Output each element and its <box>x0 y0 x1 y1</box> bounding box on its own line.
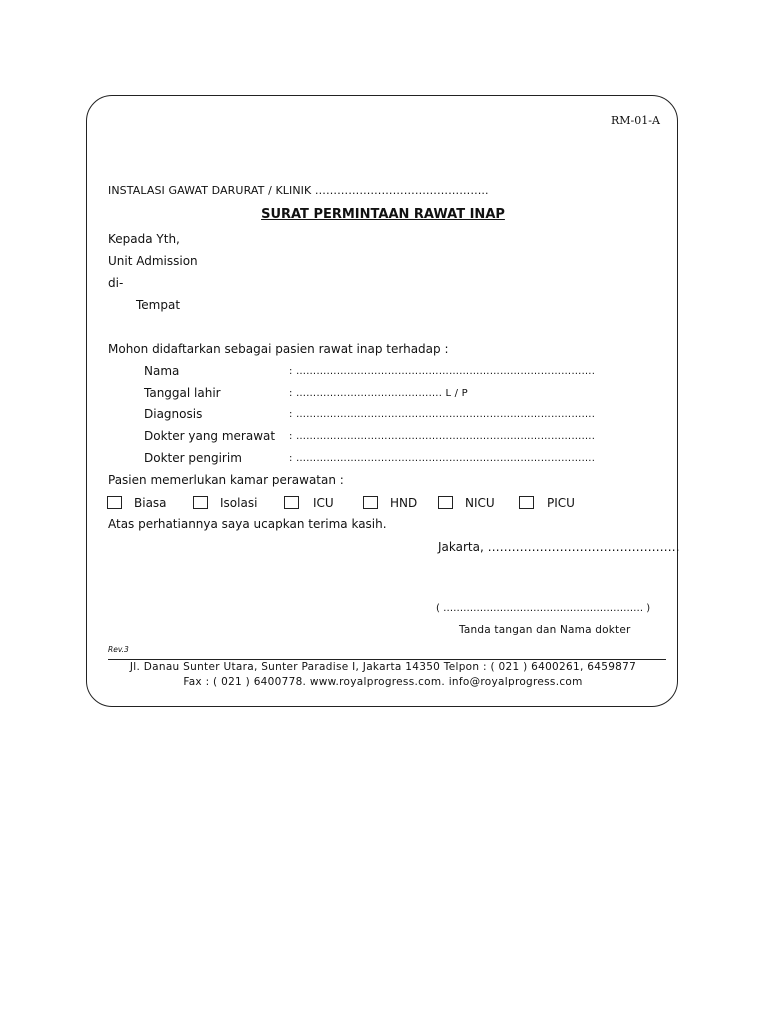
field-label-dokter-pengirim: Dokter pengirim <box>144 451 242 465</box>
field-value-diagnosis[interactable]: : ……………………………………………………………………………. <box>289 409 596 420</box>
form-title: SURAT PERMINTAAN RAWAT INAP <box>261 207 505 222</box>
thanks-line: Atas perhatiannya saya ucapkan terima kasih. <box>108 517 387 531</box>
city-date[interactable]: Jakarta, ………………………………………… <box>438 540 680 554</box>
checkbox-label-biasa: Biasa <box>134 496 167 510</box>
signature-caption: Tanda tangan dan Nama dokter <box>459 624 631 636</box>
field-value-nama[interactable]: : ……………………………………………………………………………. <box>289 366 596 377</box>
checkbox-label-isolasi: Isolasi <box>220 496 258 510</box>
field-value-tanggal-lahir[interactable]: : ……………………………………. L / P <box>289 388 468 399</box>
field-value-dokter-merawat[interactable]: : ……………………………………………………………………………. <box>289 431 596 442</box>
field-label-diagnosis: Diagnosis <box>144 407 203 421</box>
checkbox-hnd[interactable] <box>363 496 378 509</box>
footer-divider <box>108 659 666 660</box>
field-label-tanggal-lahir: Tanggal lahir <box>144 386 221 400</box>
checkbox-picu[interactable] <box>519 496 534 509</box>
field-label-dokter-merawat: Dokter yang merawat <box>144 429 276 443</box>
field-value-dokter-pengirim[interactable]: : ……………………………………………………………………………. <box>289 453 596 464</box>
signature-line[interactable]: ( …………………………………………………… ) <box>436 603 651 614</box>
checkbox-label-nicu: NICU <box>465 496 495 510</box>
checkbox-label-icu: ICU <box>313 496 334 510</box>
footer-contact: Fax : ( 021 ) 6400778. www.royalprogress.com. info@royalprogress.com <box>183 676 583 688</box>
field-label-nama: Nama <box>144 364 180 378</box>
address-line-3: di- <box>108 276 124 290</box>
checkbox-label-picu: PICU <box>547 496 575 510</box>
checkbox-icu[interactable] <box>284 496 299 509</box>
request-intro: Mohon didaftarkan sebagai pasien rawat inap terhadap : <box>108 342 449 356</box>
checkbox-biasa[interactable] <box>107 496 122 509</box>
address-line-1: Kepada Yth, <box>108 232 180 246</box>
institution-line: INSTALASI GAWAT DARURAT / KLINIK ……………………………………….. <box>108 184 489 197</box>
address-line-2: Unit Admission <box>108 254 198 268</box>
room-intro: Pasien memerlukan kamar perawatan : <box>108 473 344 487</box>
footer-address: Jl. Danau Sunter Utara, Sunter Paradise I, Jakarta 14350 Telpon : ( 021 ) 6400261, 6459877 <box>129 661 637 673</box>
checkbox-isolasi[interactable] <box>193 496 208 509</box>
checkbox-label-hnd: HND <box>390 496 418 510</box>
form-code: RM-01-A <box>611 114 660 127</box>
revision-label: Rev.3 <box>108 645 129 654</box>
checkbox-nicu[interactable] <box>438 496 453 509</box>
address-line-4: Tempat <box>136 298 181 312</box>
request-form-card <box>86 95 678 707</box>
